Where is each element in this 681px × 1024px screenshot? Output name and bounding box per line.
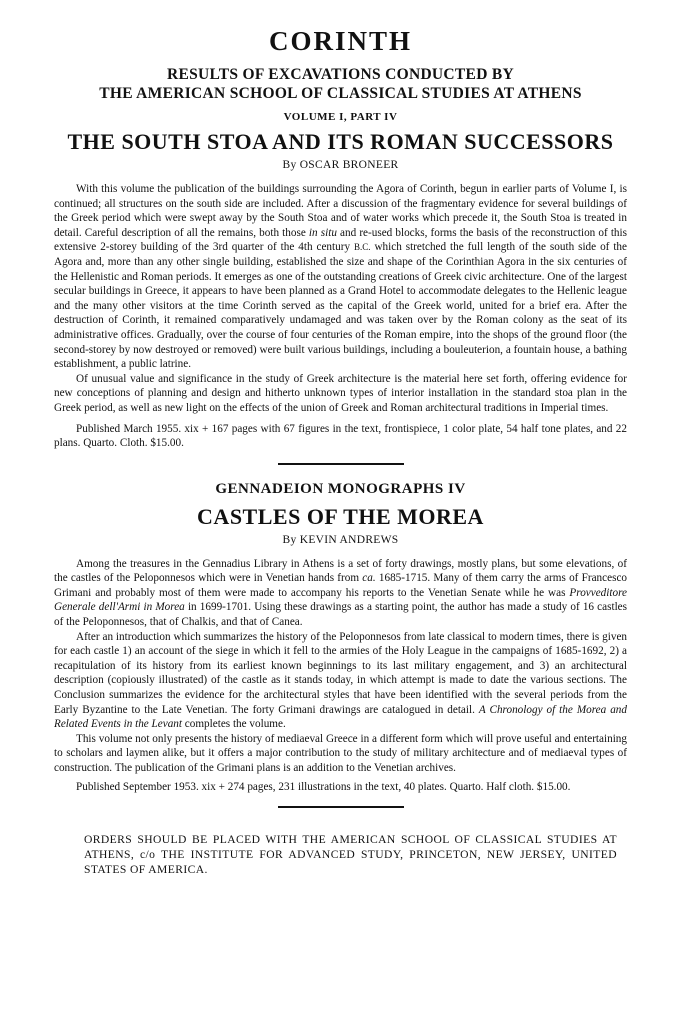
author-byline-broneer: By OSCAR BRONEER (282, 159, 399, 171)
paragraph: With this volume the publication of the buildings surrounding the Agora of Corinth, begun in earlier parts of Volume I, is continued; all structures on the south side are included. After a discussion of the fragmentary evidence for several buildings of the Greek period which were swept away by the South Stoa and of water works which precede it, the South Stoa is treated in detail. Careful description of all the remains, both those in situ and re-used blocks, forms the basis of the reconstruction of this extensive 2-storey building of the 3rd quarter of the 4th century B.C. which stretched the full length of the south side of the Agora and, more than any other single building, established the size and shape of the Corinthian Agora in the six centuries of the Hellenistic and Roman periods. It emerges as one of the outstanding creations of Greek civic architecture. One of the largest secular buildings in Greece, it appears to have been planned as a Grand Hotel to accommodate delegates to the Hellenic league and the many other visitors at the time Corinth served as the capital of the Greek world, united for a brief era. After the destruction of Corinth, it remained comparatively undamaged and was taken over by the Roman colony as the seat of its administrative offices. Gradually, over the course of four centuries of the Roman empire, into the shops of the ground floor (the second-storey by now destroyed or removed) were built various buildings, including a bouleuterion, a fountain house, a bathing establishment, a public latrine. (54, 183, 627, 371)
book-title-castles: CASTLES OF THE MOREA (197, 503, 484, 529)
castles-description (54, 557, 627, 776)
paragraph: Among the treasures in the Gennadius Library in Athens is a set of forty drawings, mostly plans, but some elevations, of the castles of the Peloponnesos which were in Venetian hands from ca. 1685-1715. Many of them carry the arms of Francesco Grimani and probably most of them were made to accompany his reports to the Venetian Senate while he was Provveditore Generale dell'Armi in Morea in 1699-1701. Using these drawings as a starting point, the author has made a study of 16 castles of the Peloponnesos, that of Chalkis, and that of Canea. (54, 557, 628, 629)
paragraph: Of unusual value and significance in the study of Greek architecture is the material here set forth, offering evidence for new conceptions of planning and design and hitherto unknown types of interior installation in the standard stoa plan in the Greek period, as well as new light on the effects of the union of Greek and Roman architectural traditions in Imperial times. (54, 372, 627, 414)
volume-label: VOLUME I, PART IV (283, 111, 398, 123)
subtitle-line-1: RESULTS OF EXCAVATIONS CONDUCTED BY (167, 66, 514, 83)
paragraph: After an introduction which summarizes the history of the Peloponnesos from late classical to modern times, there is given for each castle 1) an account of the siege in which it fell to the armies of the Holy League in the campaigns of 1685-1692, 2) a recapitulation of its history from its earliest known beginnings to its last military engagement, and 3) an architectural description (copiously illustrated) of the castle as it stands today, in which attempt is made to date the various sections. The Conclusion summarizes the evidence for the architectural styles that have been identified with the several periods from the Early Byzantine to the Late Venetian. The forty Grimani drawings are catalogued in detail. A Chronology of the Morea and Related Events in the Levant completes the volume. (54, 630, 627, 731)
publication-details: Published March 1955. xix + 167 pages with 67 figures in the text, frontispiece, 1 color plate, 54 half tone plates, and 22 plans. Quarto. Cloth. $15.00. (54, 422, 627, 450)
publication-details: Published September 1953. xix + 274 pages, 231 illustrations in the text, 40 plates. Quarto. Half cloth. $15.00. (76, 780, 571, 793)
subtitle-line-2: THE AMERICAN SCHOOL OF CLASSICAL STUDIES AT ATHENS (99, 85, 582, 102)
series-title: CORINTH (268, 26, 412, 56)
divider-rule (278, 463, 404, 465)
divider-rule (278, 806, 404, 808)
ordering-notice: ORDERS SHOULD BE PLACED WITH THE AMERICAN SCHOOL OF CLASSICAL STUDIES AT ATHENS, c/o THE INSTITUTE FOR ADVANCED STUDY, PRINCETON, NEW JERSEY, UNITED STATES OF AMERICA. (84, 833, 617, 877)
south-stoa-description (54, 182, 627, 416)
paragraph: This volume not only presents the history of mediaeval Greece in a different form which will prove useful and entertaining to scholars and laymen alike, but it offers a major contribution to the study of military architecture and of mediaeval types of construction. The publication of the Grimani plans is an addition to the Venetian archives. (54, 732, 627, 774)
monograph-series-title: GENNADEION MONOGRAPHS IV (215, 480, 466, 497)
author-byline-andrews: By KEVIN ANDREWS (282, 533, 399, 546)
book-title-south-stoa: THE SOUTH STOA AND ITS ROMAN SUCCESSORS (67, 129, 614, 154)
